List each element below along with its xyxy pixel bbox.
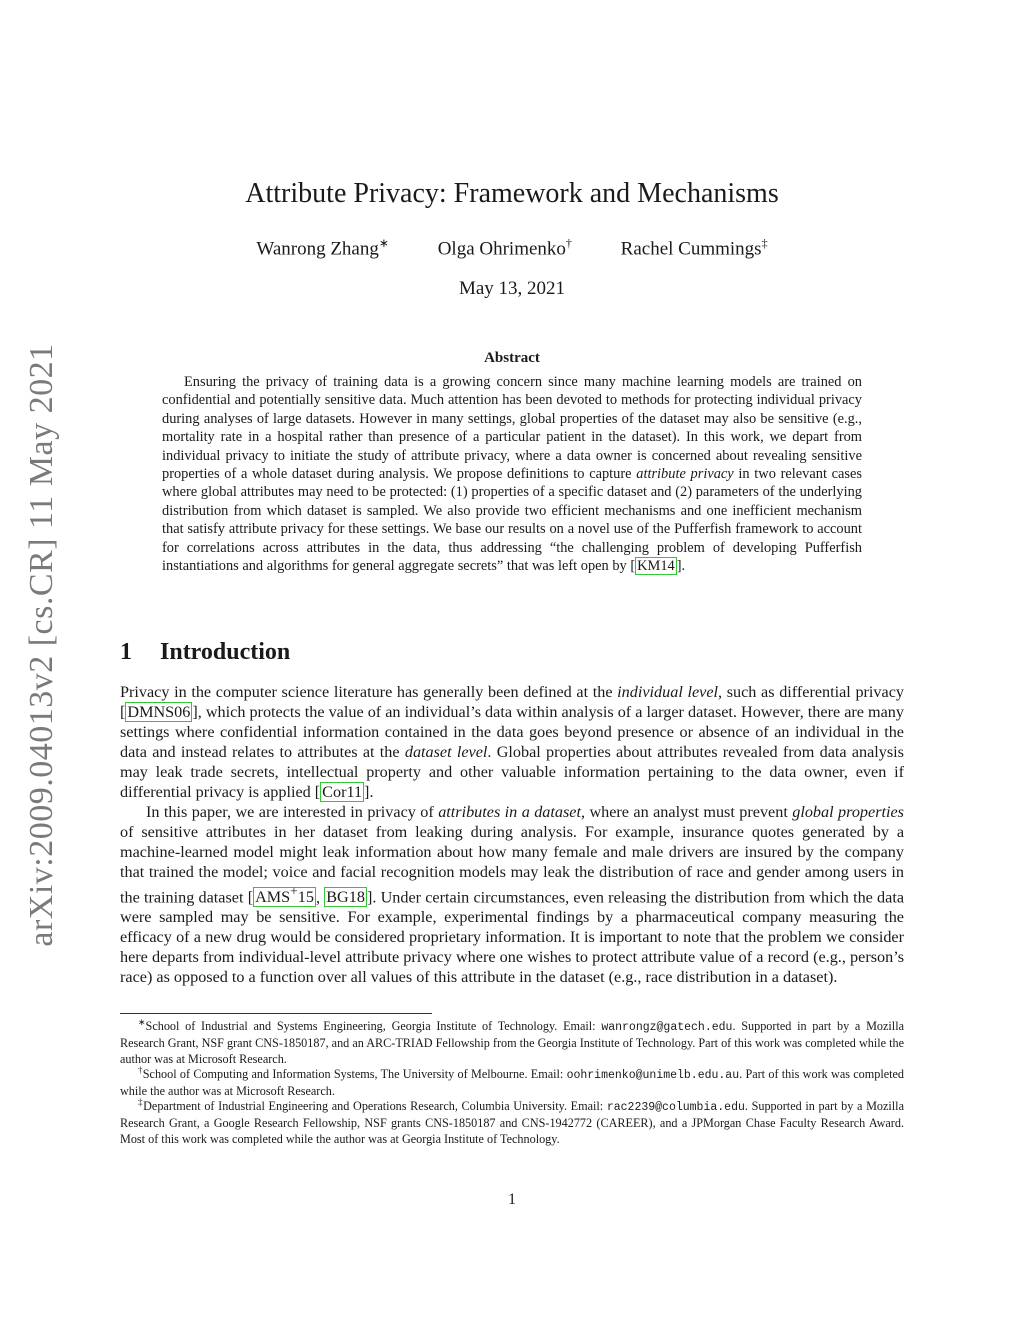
email-link[interactable]: wanrongz@gatech.edu bbox=[601, 1021, 733, 1035]
paper-date: May 13, 2021 bbox=[458, 278, 566, 299]
footnote-2: †School of Computing and Information Systems, The University of Melbourne. Email: oohrimenko@unimelb.edu.au. Part of this work was completed while the author was at Microsoft Research. bbox=[120, 1065, 905, 1098]
abstract-heading: Abstract bbox=[484, 350, 540, 366]
author-3: Rachel Cummings‡ bbox=[620, 236, 768, 260]
citation-link[interactable]: BG18 bbox=[326, 888, 365, 907]
paper-title: Attribute Privacy: Framework and Mechanisms bbox=[245, 178, 779, 209]
footnote-divider bbox=[120, 1013, 432, 1014]
footnote-3: ‡Department of Industrial Engineering and Operations Research, Columbia University. Email: rac2239@columbia.edu. Supported in part by a Mozilla Research Grant, a Google Research Fellowship, NSF grants CNS-1850187 and CNS-1942772 (CAREER), and a JPMorgan Chase Faculty Research Award. Most of this work was completed while the author was at Georgia Institute of Technology. bbox=[120, 1097, 904, 1146]
email-link[interactable]: oohrimenko@unimelb.edu.au bbox=[566, 1069, 740, 1083]
footnote-1: ∗School of Industrial and Systems Engineering, Georgia Institute of Technology. Email: wanrongz@gatech.edu. Supported in part by a Mozilla Research Grant, NSF grant CNS-1850187, and an ARC-TRIAD Fellowship from the Georgia Institute of Technology. Part of this work was completed while the author was at Microsoft Research. bbox=[120, 1017, 904, 1066]
intro-paragraph-1: Privacy in the computer science literature has generally been defined at the individual level, such as differential privacy [ DMNS06 ], which protects the value of an individual’s data within analysis of a larger dataset. However, there are many settings where confidential information contained in the data goes beyond presence or absence of an individual in the data and instead relates to attributes at the dataset level. Global properties about attributes revealed from data analysis may leak trade secrets, intellectual property and other valuable information pertaining to the data owner, even if differential privacy is applied [ Cor11 ]. bbox=[120, 683, 904, 801]
author-2: Olga Ohrimenko† bbox=[437, 236, 572, 260]
citation-link[interactable]: DMNS06 bbox=[127, 703, 191, 721]
author-list bbox=[0, 236, 1024, 260]
arxiv-identifier-text: arXiv:2009.04013v2 [cs.CR] 11 May 2021 bbox=[23, 343, 60, 947]
citation-link[interactable]: KM14 bbox=[637, 558, 675, 575]
citation-link[interactable]: Cor11 bbox=[322, 783, 363, 801]
citation-link[interactable]: AMS+15 bbox=[255, 884, 314, 907]
abstract-text: Ensuring the privacy of training data is a growing concern since many machine learning models are trained on confidential and potentially sensitive data. Much attention has been devoted to methods for protecting individual privacy during analyses of large datasets. However in many settings, global properties of the dataset may also be sensitive (e.g., mortality rate in a hospital rather than presence of a particular patient in the dataset). In this work, we depart from individual privacy to initiate the study of attribute privacy, where a data owner is concerned about revealing sensitive properties of a whole dataset during analysis. We propose definitions to capture attribute privacy in two relevant cases where global attributes may need to be protected: (1) properties of a specific dataset and (2) parameters of the underlying distribution from which dataset is sampled. We also provide two efficient mechanisms and one inefficient mechanism that satisfy attribute privacy for these settings. We base our results on a novel use of the Pufferfish framework to account for correlations across attributes in the data, thus addressing “the challenging problem of developing Pufferfish instantiations and algorithms for general aggregate secrets” that was left open by [ KM14 ]. bbox=[162, 374, 863, 575]
arxiv-identifier bbox=[12, 345, 72, 945]
email-link[interactable]: rac2239@columbia.edu bbox=[606, 1101, 745, 1115]
section-heading: 1 Introduction bbox=[120, 639, 291, 665]
intro-paragraph-2: In this paper, we are interested in privacy of attributes in a dataset, where an analyst must prevent global properties of sensitive attributes in her dataset from leaking during analysis. For example, insurance quotes generated by a machine-learned model might leak information about how many female and male drivers are insured by the company that trained the model; voice and facial recognition models may leak the distribution of race and gender among users in the training dataset [ AMS+15 , BG18 ]. Under certain circumstances, even releasing the distribution from which the data were sampled may be sensitive. For example, experimental findings by a pharmaceutical company measuring the efficacy of a new drug would be considered proprietary information. It is important to note that the problem we consider here departs from individual-level attribute privacy where one wishes to protect attribute value of a record (e.g., person’s race) as opposed to a function over all values of this attribute in the dataset (e.g., race distribution in a dataset). bbox=[120, 803, 905, 987]
author-1: Wanrong Zhang∗ bbox=[256, 236, 389, 260]
page-number: 1 bbox=[508, 1191, 516, 1208]
